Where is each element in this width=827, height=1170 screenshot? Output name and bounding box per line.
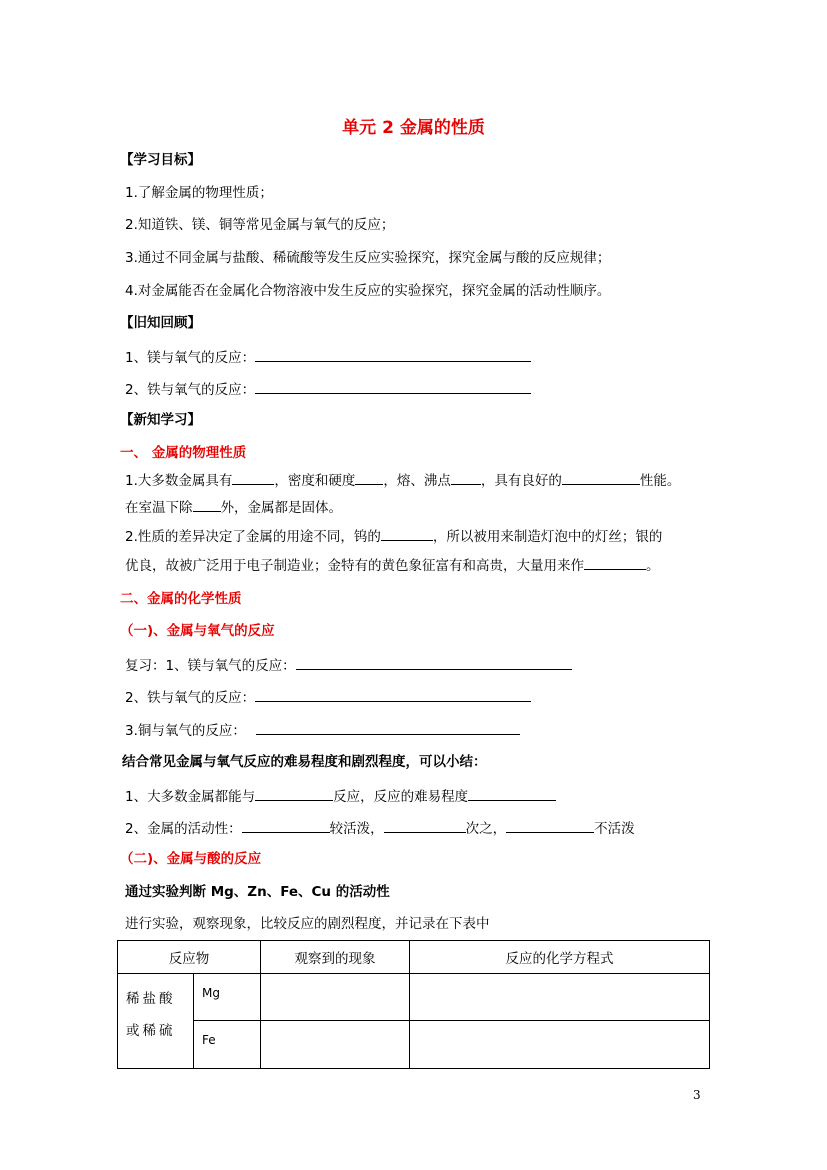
goal-item-2: 2.知道铁、镁、铜等常见金属与氧气的反应；	[125, 217, 395, 233]
answer-blank[interactable]	[355, 470, 383, 485]
text-fragment: 2、金属的活动性：	[125, 821, 242, 837]
text-fragment: 。	[646, 558, 660, 574]
acid-label-line-2: 或稀硫	[126, 1023, 176, 1039]
answer-blank[interactable]	[255, 786, 333, 801]
summary-line-2	[125, 818, 635, 838]
answer-blank[interactable]	[296, 655, 572, 670]
review-q2-label: 2、铁与氧气的反应：	[125, 382, 256, 398]
new-learning-heading: 【新知学习】	[120, 412, 201, 428]
text-fragment: 外，金属都是固体。	[220, 500, 342, 516]
goals-heading: 【学习目标】	[120, 152, 201, 168]
observation-cell[interactable]	[261, 1021, 410, 1069]
answer-blank[interactable]	[381, 526, 433, 541]
property-usage-line-1	[125, 526, 662, 546]
acid-group-cell	[118, 974, 194, 1069]
review-question-2	[125, 379, 531, 399]
observation-cell[interactable]	[261, 974, 410, 1021]
text-fragment: 优良，故被广泛用于电子制造业；金特有的黄色象征富有和高贵，大量用来作	[125, 558, 584, 574]
page-title: 单元 2 金属的性质	[342, 118, 485, 138]
page-number: 3	[693, 1088, 701, 1102]
text-fragment: 较活泼，	[329, 821, 384, 837]
goal-item-3: 3.通过不同金属与盐酸、稀硫酸等发生反应实验探究，探究金属与酸的反应规律；	[125, 250, 611, 266]
text-fragment: 2.性质的差异决定了金属的用途不同，钨的	[125, 529, 381, 545]
text-fragment: 反应，反应的难易程度	[333, 789, 469, 805]
subsection-oxygen-heading: （一)、金属与氧气的反应	[120, 623, 275, 639]
answer-blank[interactable]	[242, 818, 330, 833]
recap-question-1	[125, 655, 572, 675]
answer-blank[interactable]	[506, 818, 594, 833]
table-row	[118, 974, 710, 1021]
header-observation: 观察到的现象	[261, 941, 410, 974]
answer-blank[interactable]	[255, 347, 531, 362]
reaction-table	[117, 940, 710, 1069]
text-fragment: 2、铁与氧气的反应：	[125, 690, 256, 706]
answer-blank[interactable]	[256, 720, 520, 735]
answer-blank[interactable]	[255, 379, 531, 394]
text-fragment: 1、大多数金属都能与	[125, 789, 256, 805]
experiment-title: 通过实验判断 Mg、Zn、Fe、Cu 的活动性	[125, 884, 390, 900]
text-fragment: 不活泼	[594, 821, 635, 837]
text-fragment: 性能。	[639, 473, 681, 489]
answer-blank[interactable]	[584, 555, 646, 570]
section-2-heading: 二、金属的化学性质	[120, 591, 242, 607]
text-fragment: 在室温下除	[125, 500, 193, 516]
oxygen-summary-heading: 结合常见金属与氧气反应的难易程度和剧烈程度，可以小结：	[122, 754, 487, 770]
table-header-row	[118, 941, 710, 974]
property-usage-line-2	[125, 555, 660, 575]
review-heading: 【旧知回顾】	[120, 315, 201, 331]
physical-property-line-2	[125, 497, 342, 517]
answer-blank[interactable]	[255, 687, 531, 702]
answer-blank[interactable]	[468, 786, 556, 801]
equation-cell[interactable]	[410, 1021, 710, 1069]
recap-question-2	[125, 687, 531, 707]
metal-cell-fe: Fe	[194, 1021, 261, 1069]
acid-label-line-1: 稀盐酸	[126, 991, 176, 1007]
text-fragment: 复习：1、镁与氧气的反应：	[125, 658, 296, 674]
goal-item-1: 1.了解金属的物理性质；	[125, 185, 273, 201]
text-fragment: 次之，	[465, 821, 507, 837]
review-q1-label: 1、镁与氧气的反应：	[125, 350, 256, 366]
answer-blank[interactable]	[232, 470, 274, 485]
header-equation: 反应的化学方程式	[410, 941, 710, 974]
recap-question-3	[125, 720, 520, 740]
text-fragment: ，熔、沸点	[383, 473, 451, 489]
text-fragment: 3.铜与氧气的反应：	[125, 723, 246, 739]
text-fragment: ，密度和硬度	[274, 473, 356, 489]
subsection-acid-heading: （二)、金属与酸的反应	[120, 851, 262, 867]
answer-blank[interactable]	[193, 497, 221, 512]
text-fragment: 1.大多数金属具有	[125, 473, 233, 489]
answer-blank[interactable]	[451, 470, 481, 485]
answer-blank[interactable]	[384, 818, 466, 833]
goal-item-4: 4.对金属能否在金属化合物溶液中发生反应的实验探究，探究金属的活动性顺序。	[125, 283, 611, 299]
summary-line-1	[125, 786, 556, 806]
metal-cell-mg: Mg	[194, 974, 261, 1021]
text-fragment: ，所以被用来制造灯泡中的灯丝；银的	[432, 529, 663, 545]
review-question-1	[125, 347, 531, 367]
text-fragment: ，具有良好的	[480, 473, 562, 489]
experiment-instructions: 进行实验，观察现象，比较反应的剧烈程度，并记录在下表中	[125, 916, 490, 932]
answer-blank[interactable]	[562, 470, 640, 485]
header-reactant: 反应物	[118, 941, 261, 974]
section-1-heading: 一、 金属的物理性质	[120, 445, 247, 461]
table-row	[118, 1021, 710, 1069]
equation-cell[interactable]	[410, 974, 710, 1021]
physical-property-line-1	[125, 470, 680, 490]
